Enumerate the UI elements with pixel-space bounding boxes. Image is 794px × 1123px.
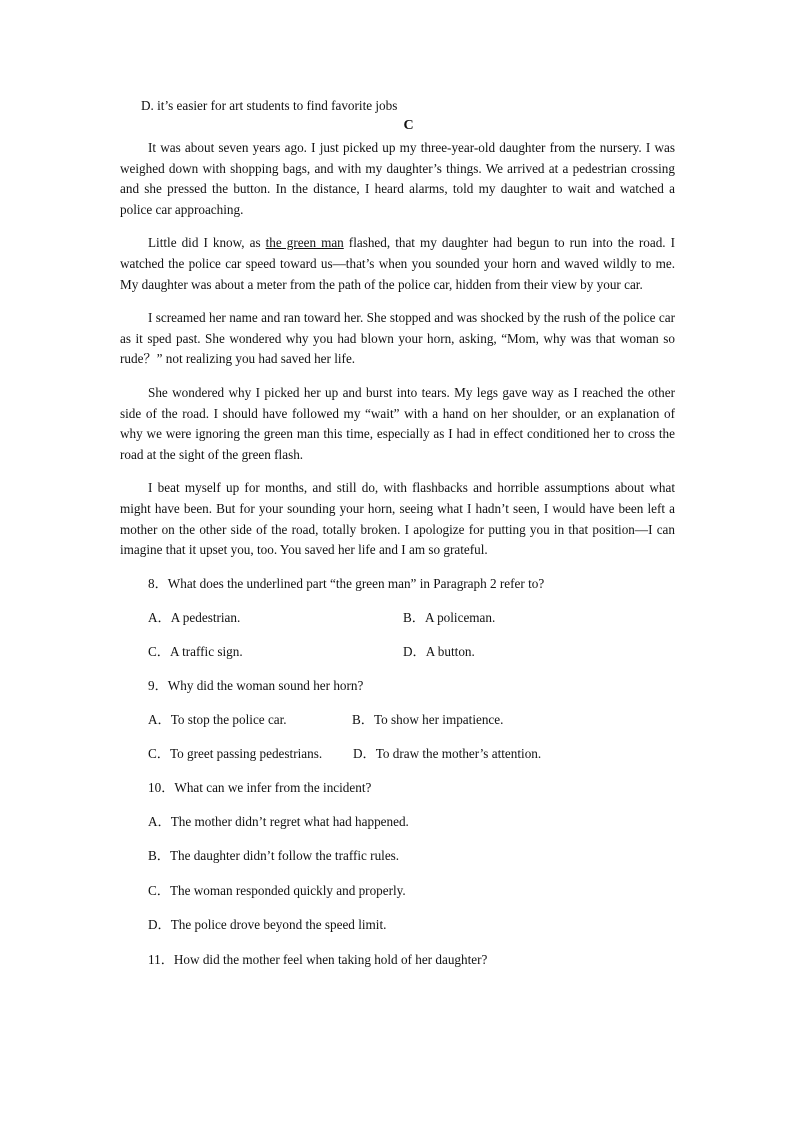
question-9-option-c: C．To greet passing pedestrians. bbox=[148, 745, 323, 761]
passage-paragraph-4: She wondered why I picked her up and burst into tears. My legs gave way as I reached the other side of the road. I should have followed my “wait” with a hand on her shoulder, or an explanation of why we were ignoring the green man this time, especially as I had in effect conditioned her to cross the road at the sight of the green flash. bbox=[120, 384, 675, 462]
question-10-stem: 10．What can we infer from the incident? bbox=[148, 779, 372, 795]
question-8-option-a: A．A pedestrian. bbox=[148, 609, 241, 625]
underlined-phrase: the green man bbox=[265, 235, 344, 251]
question-11-stem: 11．How did the mother feel when taking hold of her daughter? bbox=[148, 951, 488, 967]
question-8-stem: 8．What does the underlined part “the green man” in Paragraph 2 refer to? bbox=[148, 575, 545, 591]
passage-paragraph-2 bbox=[120, 233, 675, 295]
paragraph-text-after: flashed, that my daughter had begun to run into the road. I watched the police car speed toward us—that’s when you sounded your horn and waved wildly to me. My daughter was about a meter from the path of the police car, hidden from their view by your car. bbox=[120, 235, 675, 292]
question-9-option-b: B．To show her impatience. bbox=[352, 711, 504, 727]
question-9-options-row-1 bbox=[148, 710, 675, 744]
question-9-stem: 9．Why did the woman sound her horn? bbox=[148, 677, 364, 693]
passage-paragraph-5: I beat myself up for months, and still do, with flashbacks and horrible assumptions about what might have been. But for your sounding your horn, seeing what I hadn’t seen, I would have been left a mother on the other side of the road, totally broken. I apologize for putting you in that position—I can imagine that it upset you, too. You saved her life and I am so grateful. bbox=[120, 480, 675, 558]
question-8-options-row-1 bbox=[148, 608, 675, 642]
passage-paragraph-1: It was about seven years ago. I just picked up my three-year-old daughter from the nursery. I was weighed down with shopping bags, and with my daughter’s things. We arrived at a pedestrian crossing and she pressed the button. In the distance, I heard alarms, told my daughter to wait and watched a police car approaching. bbox=[120, 140, 675, 217]
previous-question-option-d: D. it’s easier for art students to find favorite jobs bbox=[141, 98, 398, 113]
document-page bbox=[120, 96, 675, 984]
question-10-option-b: B．The daughter didn’t follow the traffic rules. bbox=[148, 848, 400, 864]
question-8-option-b: B．A policeman. bbox=[403, 609, 496, 625]
question-9-option-a: A．To stop the police car. bbox=[148, 711, 287, 727]
question-8-option-c: C．A traffic sign. bbox=[148, 643, 243, 659]
passage-paragraph-3: I screamed her name and ran toward her. She stopped and was shocked by the rush of the police car as it sped past. She wondered why you had blown your horn, asking, “Mom, why was that woman so rude？” not realizing you had saved her life. bbox=[120, 310, 675, 367]
question-10-option-a: A．The mother didn’t regret what had happened. bbox=[148, 813, 409, 829]
paragraph-text-before: Little did I know, as bbox=[148, 235, 266, 251]
question-9-option-d: D．To draw the mother’s attention. bbox=[353, 745, 542, 761]
question-9-options-row-2 bbox=[148, 744, 675, 778]
question-10-option-c: C．The woman responded quickly and properly. bbox=[148, 882, 406, 898]
question-10-option-d: D．The police drove beyond the speed limit. bbox=[148, 917, 387, 933]
question-8-option-d: D．A button. bbox=[403, 643, 475, 659]
section-heading: C bbox=[403, 118, 414, 133]
question-8-options-row-2 bbox=[148, 642, 675, 676]
